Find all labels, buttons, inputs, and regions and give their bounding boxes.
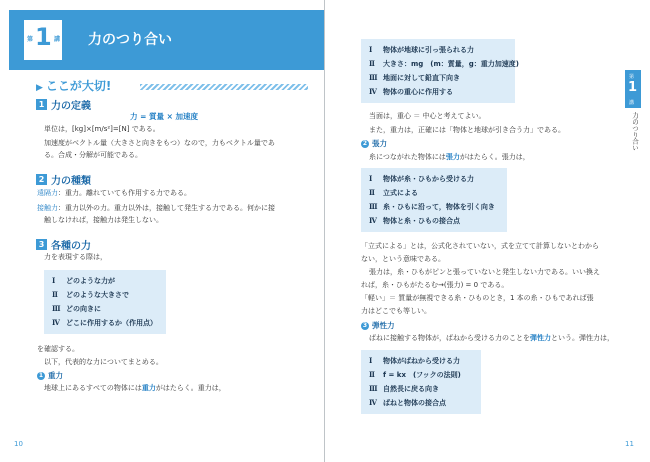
- box-item: [369, 202, 495, 212]
- box-item-roman: Ⅲ: [369, 73, 378, 82]
- right-para-4: ない，という意味である。: [361, 255, 445, 263]
- section-2-line-3: 触しなければ，接触力は発生しない。: [44, 216, 163, 224]
- page-number-left: 10: [14, 440, 23, 448]
- tension-text: [369, 152, 530, 162]
- side-tab-ko: 講: [629, 100, 635, 106]
- box-item-text: どこに作用するか（作用点）: [66, 319, 157, 327]
- tension-subheading: [361, 138, 387, 149]
- box-item-roman: Ⅱ: [369, 59, 375, 68]
- gravity-summary-box: [361, 39, 520, 103]
- right-para-5: 張力は，糸・ひもがピンと張っていないと発生しない力である。いい換え: [369, 268, 600, 276]
- box-item-text: ばねと物体の接合点: [383, 399, 446, 407]
- important-heading-text: ここが大切!: [45, 79, 112, 93]
- triangle-right-icon: ▶: [36, 83, 43, 93]
- box-item: [52, 304, 101, 314]
- section-2-number: 2: [36, 174, 47, 185]
- box-item-text: 大きさ：mg (m：質量，g：重力加速度): [383, 60, 520, 68]
- right-para-6: れば，糸・ひもがたるむ→(張力) = 0 である。: [361, 281, 509, 289]
- remote-force-text: ：重力。離れていても作用する力である。: [58, 189, 191, 197]
- box-item-roman: Ⅳ: [369, 398, 377, 407]
- gravity-subheading: [37, 370, 63, 381]
- box-item-roman: Ⅳ: [52, 318, 60, 327]
- box-item-roman: Ⅰ: [369, 174, 373, 183]
- box-item-text: 糸・ひもに沿って，物体を引く向き: [383, 203, 495, 211]
- box-item-text: 物体と糸・ひもの接合点: [383, 217, 460, 225]
- section-2-line-1: [37, 188, 191, 198]
- box-item: [52, 290, 129, 300]
- box-item-roman: Ⅳ: [369, 87, 377, 96]
- hatch-decoration: [140, 84, 308, 90]
- page-number-right: 11: [625, 440, 634, 448]
- box-item-roman: Ⅲ: [52, 304, 61, 313]
- box-item: [369, 73, 460, 83]
- section-1-number: 1: [36, 99, 47, 110]
- box-item: [369, 384, 439, 394]
- contact-force-label: 接触力: [37, 204, 58, 212]
- box-item-roman: Ⅳ: [369, 216, 377, 225]
- right-page: [325, 0, 650, 462]
- elastic-summary-box: [361, 350, 481, 414]
- gravity-subheading-title: 重力: [48, 371, 63, 380]
- box-item-text: 物体の重心に作用する: [383, 88, 453, 96]
- remote-force-label: 遠隔力: [37, 189, 58, 197]
- section-2-title: 力の種類: [51, 176, 91, 187]
- section-3-title: 各種の力: [51, 241, 91, 252]
- chapter-side-tab: [625, 70, 641, 108]
- box-item: [369, 356, 460, 366]
- side-tab-number: 1: [628, 80, 638, 95]
- box-item: [369, 87, 453, 97]
- box-item: [52, 318, 157, 328]
- tension-highlight: 張力: [445, 153, 460, 161]
- chapter-badge: [24, 20, 62, 60]
- box-item-text: 立式による: [383, 189, 418, 197]
- right-para-1: 当面は，重心 ＝ 中心と考えてよい。: [369, 112, 486, 120]
- box-item: [369, 188, 418, 198]
- tension-text-pre: 糸につながれた物体には: [369, 153, 446, 161]
- force-description-box: [44, 270, 166, 334]
- chapter-badge-ko: 講: [54, 36, 61, 43]
- box-item: [369, 370, 461, 380]
- box-item: [369, 174, 474, 184]
- contact-force-text: ：重力以外の力。重力以外は，接触して発生する力である。何かに接: [58, 204, 275, 212]
- right-para-7: 「軽い」＝ 質量が無視できる糸・ひものとき，1 本の糸・ひもであれば張: [361, 294, 594, 302]
- section-1-heading: [36, 97, 91, 112]
- elastic-subheading-title: 弾性力: [372, 321, 395, 330]
- elastic-text-pre: ばねに接触する物体が，ばねから受ける力のことを: [369, 334, 530, 342]
- section-1-line-3: る。合成・分解が可能である。: [44, 151, 142, 159]
- right-para-8: 力はどこでも等しい。: [361, 307, 431, 315]
- side-tab-dai: 第: [629, 74, 635, 80]
- elastic-subheading: [361, 320, 395, 331]
- box-item-text: どのような大きさで: [66, 291, 129, 299]
- box-item: [369, 216, 460, 226]
- box-item-text: 物体がばねから受ける力: [383, 357, 460, 365]
- elastic-text-post: という。弾性力は，: [551, 334, 614, 342]
- box-item-text: 物体が地球に引っ張られる力: [383, 46, 474, 54]
- elastic-text: [369, 333, 614, 343]
- section-2-heading: [36, 172, 91, 187]
- side-chapter-title: 力のつり合い: [631, 112, 639, 151]
- box-item-roman: Ⅰ: [369, 356, 373, 365]
- tension-subheading-title: 張力: [372, 139, 387, 148]
- gravity-text: [44, 383, 226, 393]
- box-item-text: どの向きに: [66, 305, 101, 313]
- box-item-text: 地面に対して鉛直下向き: [383, 74, 460, 82]
- box-item: [369, 45, 474, 55]
- chapter-title: 力のつり合い: [88, 32, 172, 48]
- box-item: [52, 276, 115, 286]
- elastic-subheading-number: 3: [362, 321, 368, 329]
- section-3-after-1: を確認する。: [37, 345, 79, 353]
- box-item: [369, 59, 519, 69]
- box-item-text: どのような力が: [66, 277, 115, 285]
- right-para-3: 「立式による」とは，公式化されていない，式を立てて計算しないとわから: [361, 242, 599, 250]
- section-3-number: 3: [36, 239, 47, 250]
- tension-subheading-number: 2: [362, 139, 368, 147]
- section-3-heading: [36, 237, 91, 252]
- box-item-roman: Ⅲ: [369, 202, 378, 211]
- gravity-text-pre: 地球上にあるすべての物体には: [44, 384, 142, 392]
- tension-summary-box: [361, 168, 507, 232]
- elastic-highlight: 弾性力: [530, 334, 551, 342]
- right-para-2: また，重力は，正確には「物体と地球が引き合う力」である。: [369, 126, 565, 134]
- box-item-roman: Ⅲ: [369, 384, 378, 393]
- section-3-intro: 力を表現する際は，: [44, 253, 107, 261]
- tension-text-post: がはたらく。張力は，: [459, 153, 530, 161]
- box-item-text: f = kx (フックの法則): [383, 371, 461, 379]
- chapter-badge-dai: 第: [27, 36, 34, 43]
- box-item-roman: Ⅱ: [52, 290, 58, 299]
- box-item-roman: Ⅱ: [369, 188, 375, 197]
- box-item-roman: Ⅰ: [52, 276, 56, 285]
- gravity-subheading-number: 1: [38, 371, 44, 379]
- chapter-badge-number: 1: [35, 23, 52, 51]
- section-1-line-1: 単位は，[kg]×[m/s²]=[N] である。: [44, 125, 160, 133]
- box-item-roman: Ⅰ: [369, 45, 373, 54]
- gravity-highlight: 重力: [141, 384, 156, 392]
- box-item: [369, 398, 446, 408]
- section-2-line-2: [37, 203, 275, 213]
- gravity-text-post: がはたらく。重力は，: [155, 384, 226, 392]
- important-heading: [36, 77, 111, 94]
- section-1-title: 力の定義: [51, 101, 91, 112]
- section-1-line-2: 加速度がベクトル量（大きさと向きをもつ）なので，力もベクトル量であ: [44, 139, 275, 147]
- box-item-text: 自然長に戻る向き: [383, 385, 439, 393]
- box-item-roman: Ⅱ: [369, 370, 375, 379]
- box-item-text: 物体が糸・ひもから受ける力: [383, 175, 474, 183]
- force-formula: 力 = 質量 × 加速度: [130, 112, 199, 121]
- section-3-after-2: 以下，代表的な力についてまとめる。: [44, 358, 163, 366]
